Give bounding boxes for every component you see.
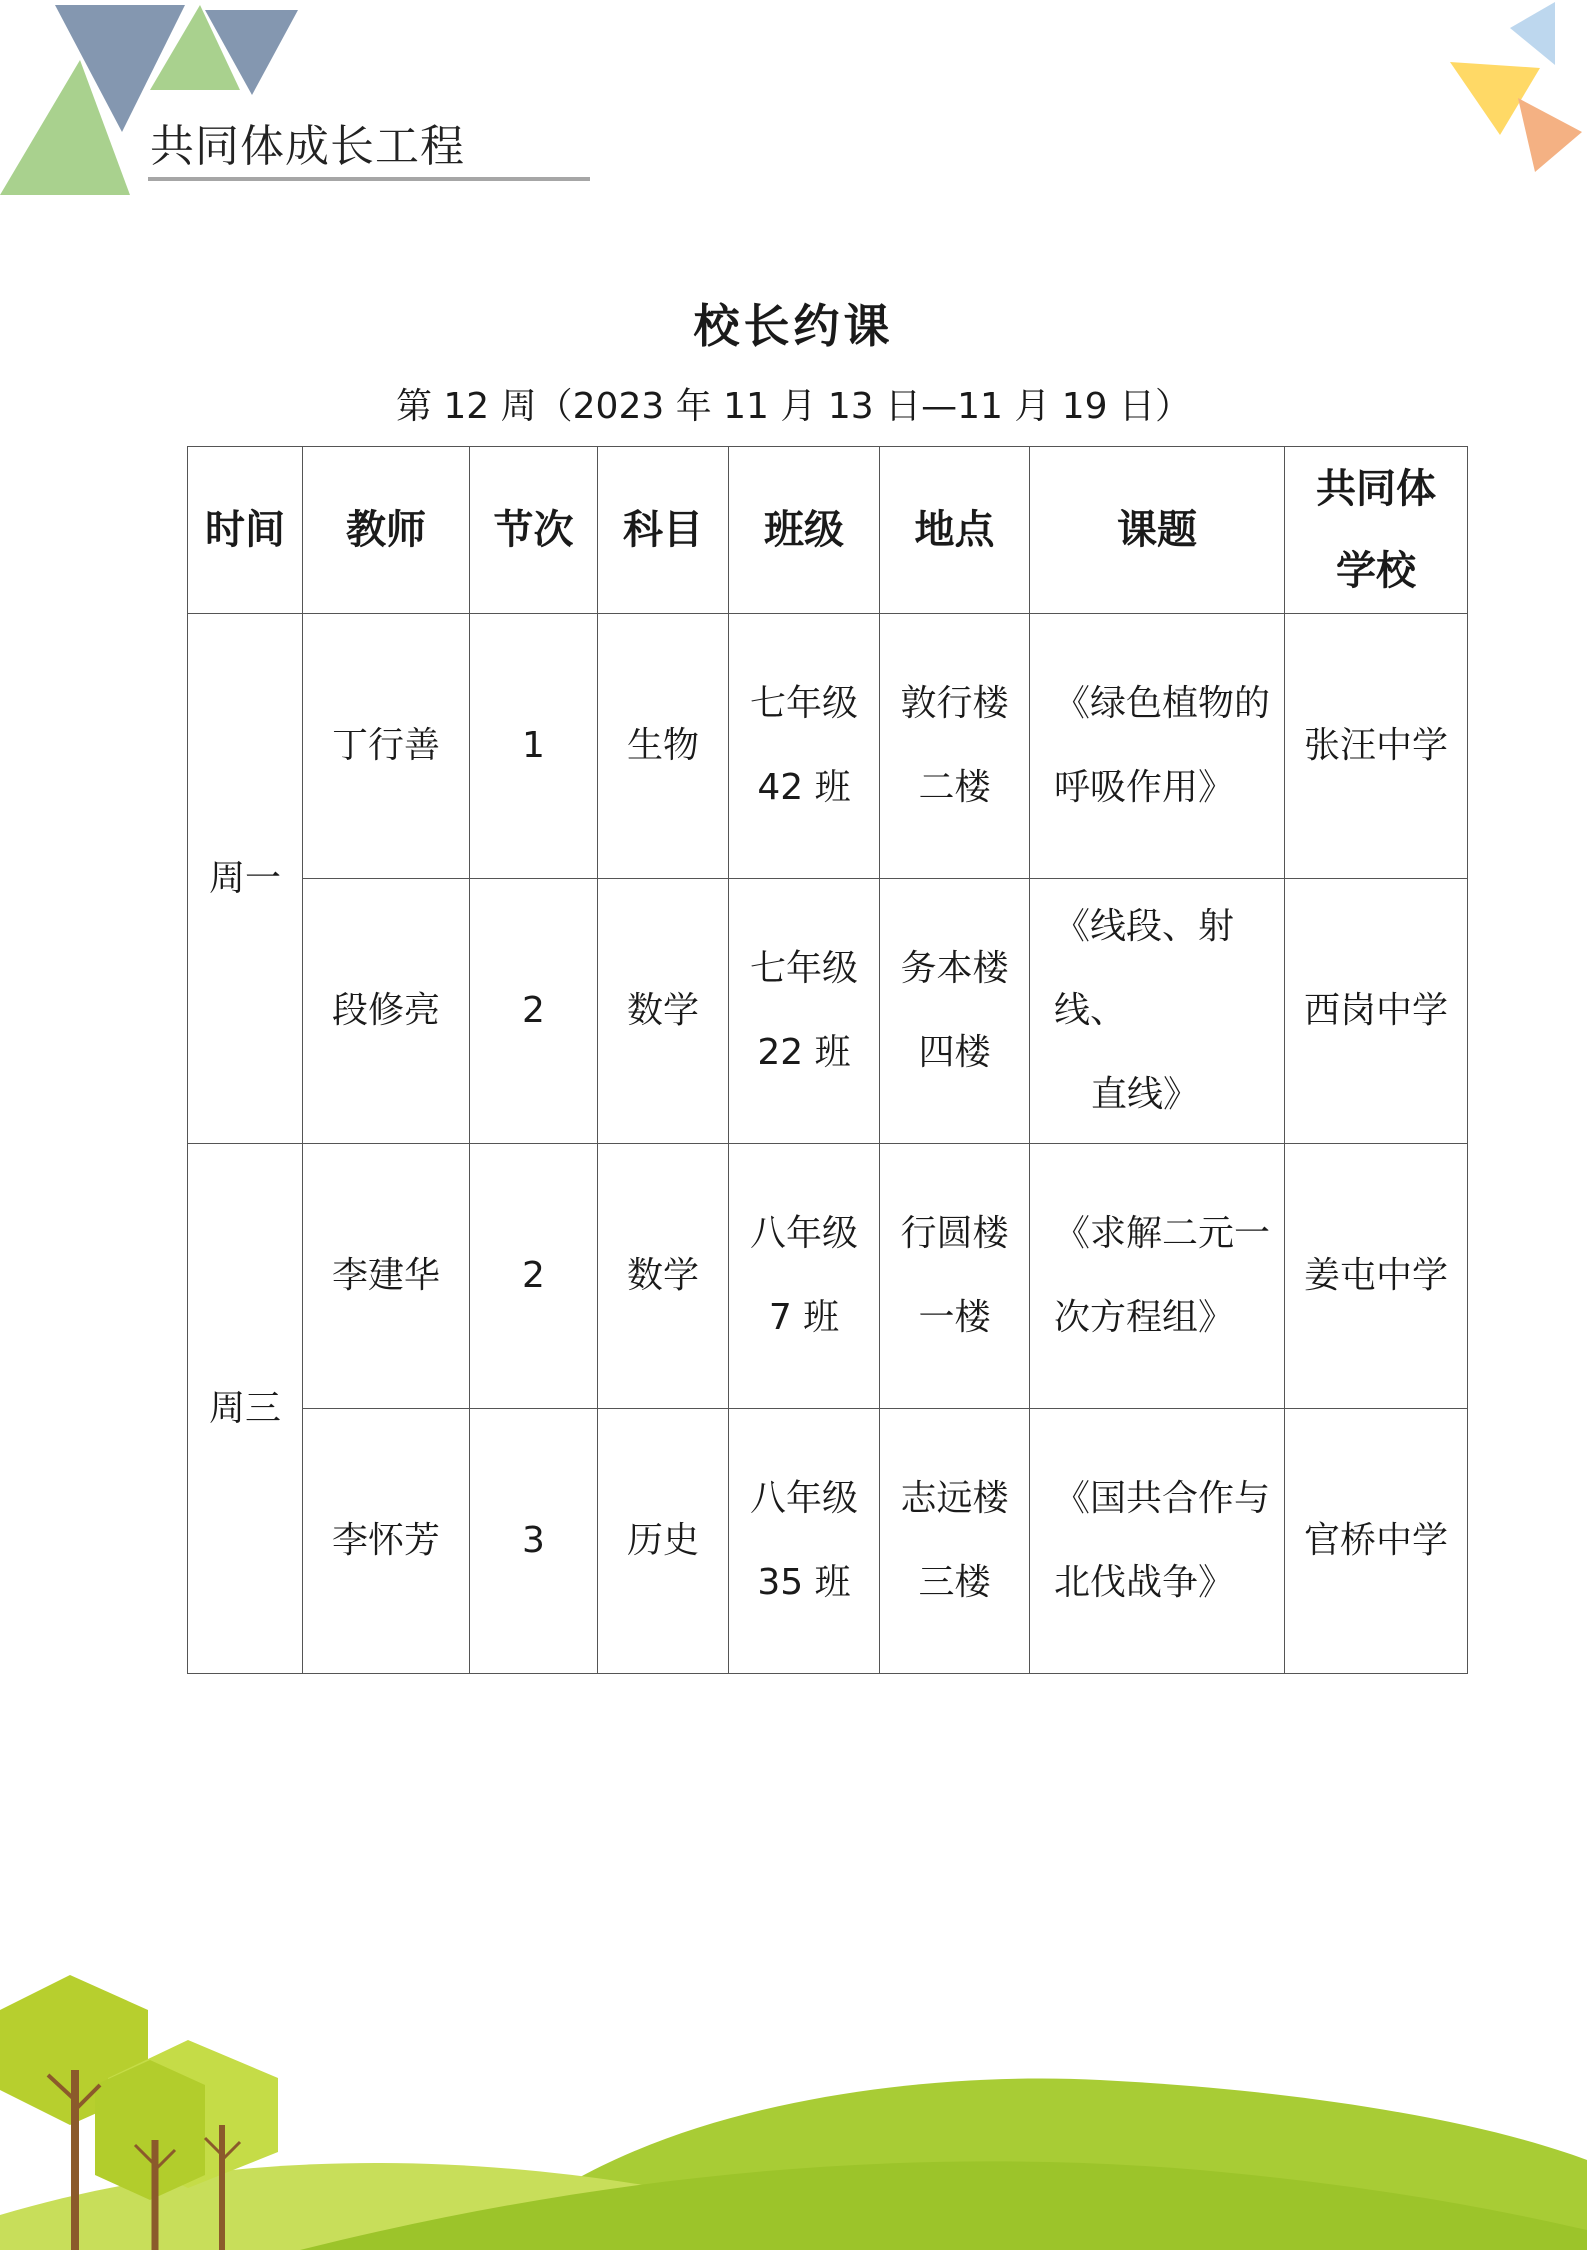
tree-crown-front xyxy=(95,2060,205,2200)
header-topic: 课题 xyxy=(1030,447,1285,614)
subject-cell: 数学 xyxy=(598,879,729,1144)
table-row xyxy=(188,879,1468,1144)
document-title: 校长约课 xyxy=(693,299,894,353)
location-building: 敦行楼 xyxy=(900,683,1009,724)
teacher-cell: 李建华 xyxy=(303,1144,470,1409)
orange-triangle xyxy=(1518,98,1582,172)
class-cell xyxy=(729,879,880,1144)
topic-cell xyxy=(1030,1144,1285,1409)
topic-line2: 北伐战争》 xyxy=(1054,1562,1235,1603)
class-cell xyxy=(729,1409,880,1674)
school-cell: 张汪中学 xyxy=(1285,614,1468,879)
topic-line1: 《求解二元一 xyxy=(1054,1213,1271,1254)
subject-cell: 历史 xyxy=(598,1409,729,1674)
topic-line2: 直线》 xyxy=(1090,1074,1199,1115)
topic-cell xyxy=(1030,879,1285,1144)
topic-line2: 呼吸作用》 xyxy=(1054,767,1235,808)
class-number: 7 班 xyxy=(768,1297,840,1338)
class-number: 35 班 xyxy=(757,1562,851,1603)
subject-cell: 数学 xyxy=(598,1144,729,1409)
teacher-cell: 段修亮 xyxy=(303,879,470,1144)
class-grade: 七年级 xyxy=(749,683,858,724)
class-cell xyxy=(729,1144,880,1409)
table-row xyxy=(188,1409,1468,1674)
topic-line1: 《绿色植物的 xyxy=(1054,683,1271,724)
header-teacher: 教师 xyxy=(303,447,470,614)
class-grade: 八年级 xyxy=(749,1213,858,1254)
period-cell: 2 xyxy=(470,1144,598,1409)
location-cell xyxy=(880,614,1030,879)
class-grade: 七年级 xyxy=(749,948,858,989)
location-floor: 一楼 xyxy=(918,1297,991,1338)
location-cell xyxy=(880,1409,1030,1674)
day-cell: 周三 xyxy=(188,1144,303,1674)
corner-triangles-decoration xyxy=(1440,0,1587,180)
teacher-cell: 丁行善 xyxy=(303,614,470,879)
location-floor: 四楼 xyxy=(918,1032,991,1073)
class-grade: 八年级 xyxy=(749,1478,858,1519)
subject-cell: 生物 xyxy=(598,614,729,879)
header-school xyxy=(1285,447,1468,614)
footer-landscape-decoration xyxy=(0,1960,1587,2250)
schedule-table xyxy=(187,446,1468,1674)
location-building: 志远楼 xyxy=(900,1478,1009,1519)
header-school-line1: 共同体 xyxy=(1316,465,1436,512)
table-row xyxy=(188,614,1468,879)
topic-line1: 《线段、射线、 xyxy=(1054,906,1235,1031)
header-title: 共同体成长工程 xyxy=(150,121,465,172)
header-period: 节次 xyxy=(470,447,598,614)
header-subject: 科目 xyxy=(598,447,729,614)
school-cell: 官桥中学 xyxy=(1285,1409,1468,1674)
school-cell: 姜屯中学 xyxy=(1285,1144,1468,1409)
period-cell: 2 xyxy=(470,879,598,1144)
school-cell: 西岗中学 xyxy=(1285,879,1468,1144)
header-location: 地点 xyxy=(880,447,1030,614)
location-cell xyxy=(880,879,1030,1144)
location-building: 行圆楼 xyxy=(900,1213,1009,1254)
period-cell: 1 xyxy=(470,614,598,879)
day-cell: 周一 xyxy=(188,614,303,1144)
blue-triangle xyxy=(1510,2,1555,65)
teacher-cell: 李怀芳 xyxy=(303,1409,470,1674)
class-number: 42 班 xyxy=(757,767,851,808)
header-time: 时间 xyxy=(188,447,303,614)
document-subtitle: 第 12 周（2023 年 11 月 13 日—11 月 19 日） xyxy=(395,386,1192,427)
class-cell xyxy=(729,614,880,879)
header-divider xyxy=(148,177,590,181)
topic-cell xyxy=(1030,1409,1285,1674)
table-row xyxy=(188,1144,1468,1409)
topic-line2: 次方程组》 xyxy=(1054,1297,1235,1338)
location-floor: 三楼 xyxy=(918,1562,991,1603)
location-building: 务本楼 xyxy=(900,948,1009,989)
period-cell: 3 xyxy=(470,1409,598,1674)
location-cell xyxy=(880,1144,1030,1409)
table-header-row xyxy=(188,447,1468,614)
header-school-line2: 学校 xyxy=(1336,547,1416,594)
location-floor: 二楼 xyxy=(918,767,991,808)
class-number: 22 班 xyxy=(757,1032,851,1073)
topic-cell xyxy=(1030,614,1285,879)
topic-line1: 《国共合作与 xyxy=(1054,1478,1271,1519)
header-class: 班级 xyxy=(729,447,880,614)
